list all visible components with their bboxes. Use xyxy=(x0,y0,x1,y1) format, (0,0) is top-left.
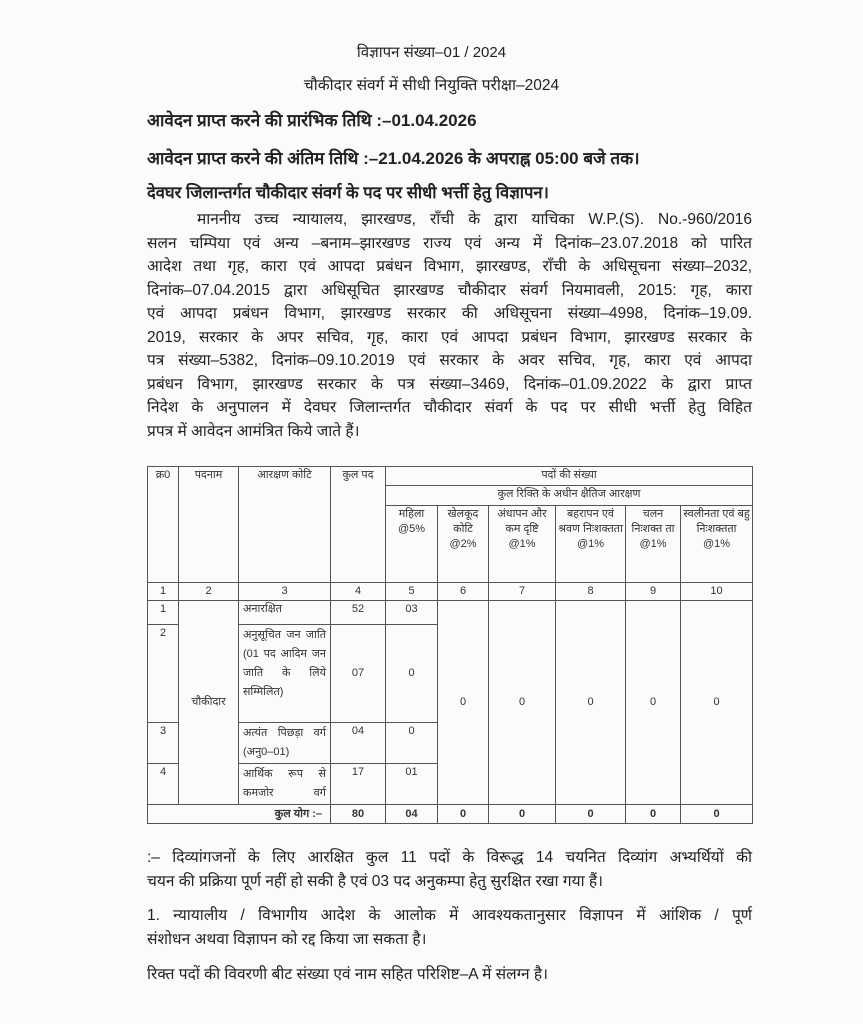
header-blindness: अंधापन और कम दृष्टि @1% xyxy=(489,506,556,583)
col-number: 7 xyxy=(489,583,556,601)
row-total: 04 xyxy=(331,723,386,764)
col-number: 4 xyxy=(331,583,386,601)
total-label: कुल योग :– xyxy=(148,805,331,824)
row-sno: 3 xyxy=(148,723,179,764)
col-number: 5 xyxy=(386,583,438,601)
merged-blindness: 0 xyxy=(489,601,556,805)
row-category: अनुसूचित जन जाति (01 पद आदिम जन जाति के लिये सम्मिलित) xyxy=(239,625,331,723)
header-total: कुल पद xyxy=(331,467,386,583)
paragraph-line: निदेश के अनुपालन में देवघर जिलान्तर्गत चौकीदार संवर्ग के पद पर सीधी भर्त्ती हेतु विहित xyxy=(147,399,752,416)
paragraph-line: सलन चम्पिया एवं अन्य –बनाम–झारखण्ड राज्य एवं अन्य में दिनांक–23.07.2018 को पारित xyxy=(147,235,752,252)
row-category: आर्थिक रूप से कमजोर वर्ग xyxy=(239,764,331,805)
row-total: 17 xyxy=(331,764,386,805)
total-value: 0 xyxy=(489,805,556,824)
table-row xyxy=(148,601,753,625)
merged-locomotor: 0 xyxy=(626,601,681,805)
col-number: 3 xyxy=(239,583,331,601)
total-row xyxy=(148,805,753,824)
exam-title: चौकीदार संवर्ग में सीधी नियुक्ति परीक्षा–2024 xyxy=(303,77,560,94)
col-number: 8 xyxy=(556,583,626,601)
header-sports: खेलकूद कोटि @2% xyxy=(438,506,489,583)
note-annexure: रिक्त पदों की विवरणी बीट संख्या एवं नाम सहित परिशिष्ट–A में संलग्न है। xyxy=(147,966,549,983)
col-number: 10 xyxy=(681,583,753,601)
total-value: 80 xyxy=(331,805,386,824)
header-autism: स्वलीनता एवं बहु निःशक्तता @1% xyxy=(681,506,753,583)
row-sno: 1 xyxy=(148,601,179,625)
row-women: 03 xyxy=(386,601,438,625)
end-date: आवेदन प्राप्त करने की अंतिम तिथि :–21.04.2026 के अपराह्न 05:00 बजे तक। xyxy=(147,149,640,168)
header-post: पदनाम xyxy=(179,467,239,583)
col-number: 9 xyxy=(626,583,681,601)
paragraph-line: माननीय उच्च न्यायालय, झारखण्ड, राँची के द्वारा याचिका W.P.(S). No.-960/2016 xyxy=(197,211,752,228)
paragraph-line: प्रपत्र में आवेदन आमंत्रित किये जाते हैं। xyxy=(147,423,360,440)
header-women: महिला @5% xyxy=(386,506,438,583)
header-sno: क्र0 xyxy=(148,467,179,583)
row-category: अत्यंत पिछड़ा वर्ग (अनु0–01) xyxy=(239,723,331,764)
paragraph-line: पत्र संख्या–5382, दिनांक–09.10.2019 एवं सरकार के अवर सचिव, गृह, कारा एवं आपदा xyxy=(147,352,752,369)
total-value: 04 xyxy=(386,805,438,824)
header-locomotor: चलन निःशक्त ता @1% xyxy=(626,506,681,583)
note-amendment-line2: संशोधन अथवा विज्ञापन को रद्द किया जा सकता है। xyxy=(147,931,427,948)
row-total: 07 xyxy=(331,625,386,723)
total-value: 0 xyxy=(556,805,626,824)
row-women: 0 xyxy=(386,625,438,723)
total-value: 0 xyxy=(626,805,681,824)
paragraph-line: दिनांक–07.04.2015 द्वारा अधिसूचित झारखण्ड चौकीदार संवर्ग नियमावली, 2015: गृह, कारा xyxy=(147,282,752,299)
col-number: 2 xyxy=(179,583,239,601)
note-divyang-line1: :– दिव्यांगजनों के लिए आरक्षित कुल 11 पदों के विरूद्ध 14 चयनित दिव्यांग अभ्यर्थियों की xyxy=(147,849,752,866)
total-value: 0 xyxy=(438,805,489,824)
paragraph-line: एवं आपदा प्रबंधन विभाग, झारखण्ड सरकार की अधिसूचना संख्या–4998, दिनांक–19.09. xyxy=(147,305,752,322)
paragraph-line: आदेश तथा गृह, कारा एवं आपदा प्रबंधन विभाग, झारखण्ड, राँची के अधिसूचना संख्या–2032, xyxy=(147,258,752,275)
col-number: 1 xyxy=(148,583,179,601)
row-category: अनारक्षित xyxy=(239,601,331,625)
merged-sports: 0 xyxy=(438,601,489,805)
vacancy-table xyxy=(147,466,753,824)
row-sno: 2 xyxy=(148,625,179,723)
merged-deafness: 0 xyxy=(556,601,626,805)
paragraph-line: 2019, सरकार के अपर सचिव, गृह, कारा एवं आपदा प्रबंधन विभाग, झारखण्ड सरकार के xyxy=(147,329,752,346)
paragraph-line: प्रबंधन विभाग, झारखण्ड सरकार के पत्र संख्या–3469, दिनांक–01.09.2022 के द्वारा प्राप्त xyxy=(147,376,752,393)
note-amendment-line1: 1. न्यायालीय / विभागीय आदेश के आलोक में आवश्यकतानुसार विज्ञापन में आंशिक / पूर्ण xyxy=(147,907,752,924)
total-value: 0 xyxy=(681,805,753,824)
advertisement-number: विज्ञापन संख्या–01 / 2024 xyxy=(356,44,507,61)
row-total: 52 xyxy=(331,601,386,625)
header-category: आरक्षण कोटि xyxy=(239,467,331,583)
merged-autism: 0 xyxy=(681,601,753,805)
header-deafness: बहरापन एवं श्रवण निःशक्तता @1% xyxy=(556,506,626,583)
row-sno: 4 xyxy=(148,764,179,805)
start-date: आवेदन प्राप्त करने की प्रारंभिक तिथि :–01.04.2026 xyxy=(147,111,477,130)
row-women: 0 xyxy=(386,723,438,764)
header-group: पदों की संख्या xyxy=(386,467,753,486)
col-number: 6 xyxy=(438,583,489,601)
row-women: 01 xyxy=(386,764,438,805)
note-divyang-line2: चयन की प्रक्रिया पूर्ण नहीं हो सकी है एवं 03 पद अनुकम्पा हेतु सुरक्षित रखा गया हैं। xyxy=(147,873,604,890)
subject-line: देवघर जिलान्तर्गत चौकीदार संवर्ग के पद पर सीधी भर्त्ती हेतु विज्ञापन। xyxy=(147,184,549,202)
post-name: चौकीदार xyxy=(179,601,239,805)
header-subgroup: कुल रिक्ति के अधीन क्षैतिज आरक्षण xyxy=(386,486,753,506)
